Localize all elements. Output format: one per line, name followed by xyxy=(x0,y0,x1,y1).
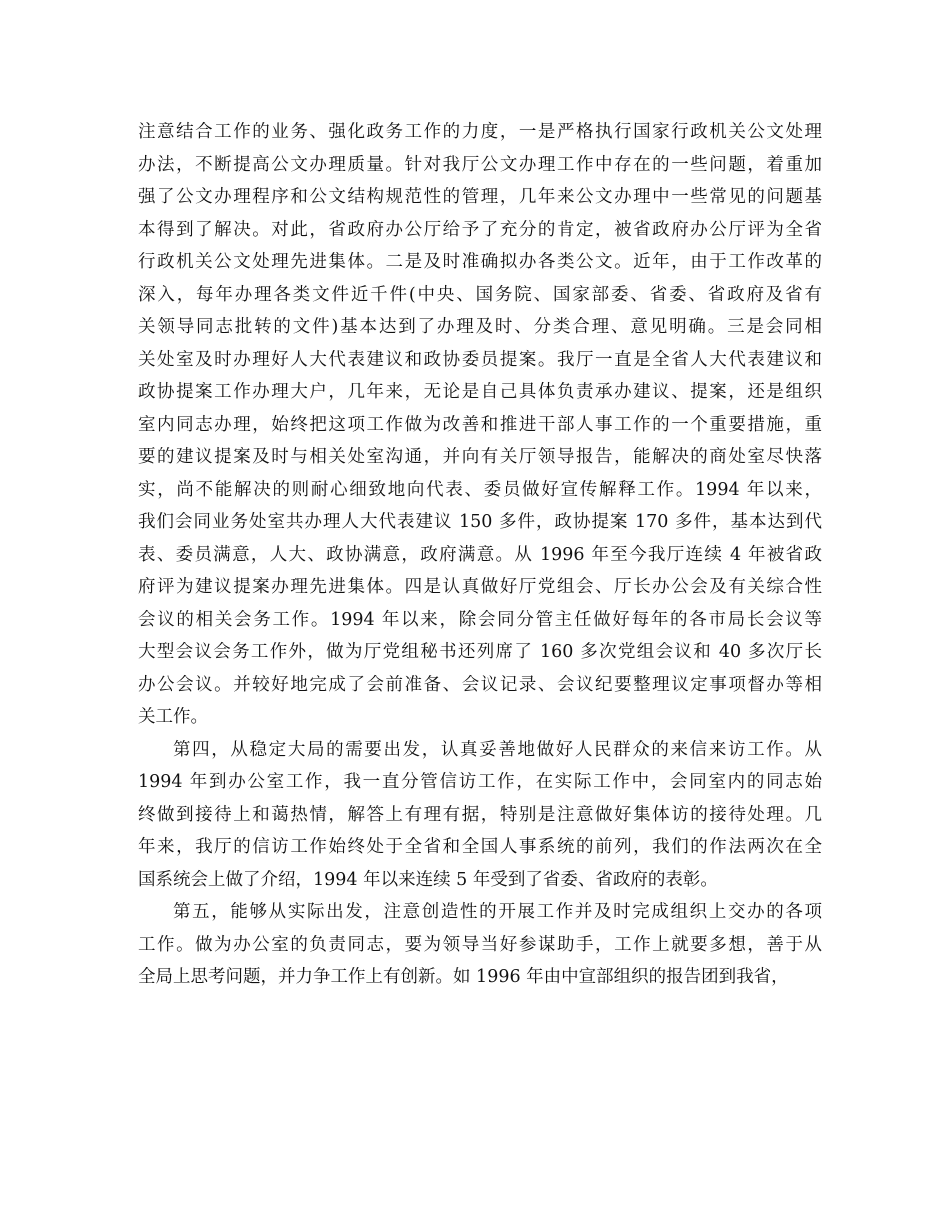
text-line: 注意结合工作的业务、强化政务工作的力度，一是严格执行国家行政机关公文处理 xyxy=(138,122,822,142)
text-line: 深入，每年办理各类文件近千件(中央、国务院、国家部委、省委、省政府及省有 xyxy=(138,284,822,305)
text-line: 会议的相关会务工作。1994 年以来，除会同分管主任做好每年的各市局长会议等 xyxy=(138,609,822,630)
text-line: 室内同志办理，始终把这项工作做为改善和推进干部人事工作的一个重要措施，重 xyxy=(138,414,822,435)
text-line: 办公会议。并较好地完成了会前准备、会议记录、会议纪要整理议定事项督办等相 xyxy=(138,674,822,695)
text-line: 办法，不断提高公文办理质量。针对我厅公文办理工作中存在的一些问题，着重加 xyxy=(138,154,822,175)
text-line: 关工作。 xyxy=(138,707,208,727)
text-line: 关领导同志批转的文件)基本达到了办理及时、分类合理、意见明确。三是会同相 xyxy=(138,317,822,337)
text-line: 政协提案工作办理大户，几年来，无论是自己具体负责承办建议、提案，还是组织 xyxy=(138,382,822,402)
text-line: 第五，能够从实际出发，注意创造性的开展工作并及时完成组织上交办的各项 xyxy=(173,902,822,922)
body-paragraph xyxy=(138,896,822,994)
text-line: 工作。做为办公室的负责同志，要为领导当好参谋助手，工作上就要多想，善于从 xyxy=(138,934,822,955)
text-line: 1994 年到办公室工作，我一直分管信访工作，在实际工作中，会同室内的同志始 xyxy=(138,772,822,792)
text-line: 年来，我厅的信访工作始终处于全省和全国人事系统的前列，我们的作法两次在全 xyxy=(138,837,822,857)
body-paragraph xyxy=(138,734,822,897)
text-line: 关处室及时办理好人大代表建议和政协委员提案。我厅一直是全省人大代表建议和 xyxy=(138,349,822,370)
text-line: 第四，从稳定大局的需要出发，认真妥善地做好人民群众的来信来访工作。从 xyxy=(173,739,822,760)
text-line: 本得到了解决。对此，省政府办公厅给予了充分的肯定，被省政府办公厅评为全省 xyxy=(138,219,822,240)
text-line: 府评为建议提案办理先进集体。四是认真做好厅党组会、厅长办公会及有关综合性 xyxy=(138,577,822,597)
text-line: 国系统会上做了介绍，1994 年以来连续 5 年受到了省委、省政府的表彰。 xyxy=(138,869,718,890)
text-line: 全局上思考问题，并力争工作上有创新。如 1996 年由中宣部组织的报告团到我省， xyxy=(138,967,789,987)
text-line: 终做到接待上和蔼热情，解答上有理有据，特别是注意做好集体访的接待处理。几 xyxy=(138,804,822,825)
body-paragraph xyxy=(138,116,822,734)
text-line: 强了公文办理程序和公文结构规范性的管理，几年来公文办理中一些常见的问题基 xyxy=(138,187,822,207)
document-page xyxy=(138,116,822,994)
text-line: 表、委员满意，人大、政协满意，政府满意。从 1996 年至今我厅连续 4 年被省政 xyxy=(138,544,822,565)
text-line: 实，尚不能解决的则耐心细致地向代表、委员做好宣传解释工作。1994 年以来， xyxy=(138,479,822,500)
text-line: 要的建议提案及时与相关处室沟通，并向有关厅领导报告，能解决的商处室尽快落 xyxy=(138,447,822,467)
text-line: 行政机关公文处理先进集体。二是及时准确拟办各类公文。近年，由于工作改革的 xyxy=(138,252,822,272)
text-line: 大型会议会务工作外，做为厅党组秘书还列席了 160 多次党组会议和 40 多次厅长 xyxy=(138,642,822,662)
text-line: 我们会同业务处室共办理人大代表建议 150 多件，政协提案 170 多件，基本达到代 xyxy=(138,512,822,532)
